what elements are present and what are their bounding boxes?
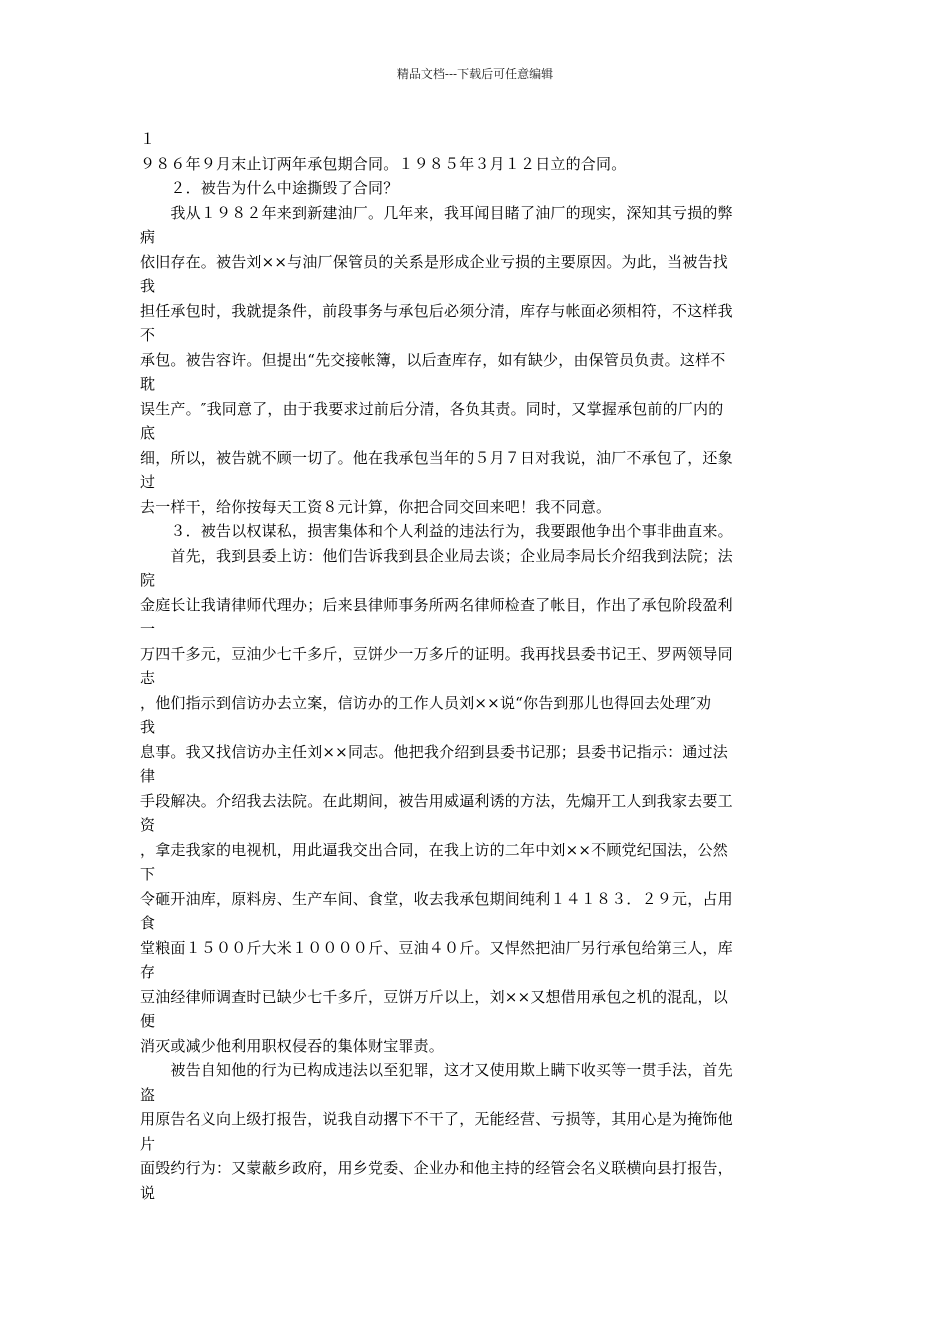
text-line: 令砸开油库，原料房、生产车间、食堂，收去我承包期间纯利１４１８３．２９元，占用 — [140, 889, 733, 908]
text-line: 担任承包时，我就提条件，前段事务与承包后必须分清，库存与帐面必须相符，不这样我 — [140, 301, 733, 320]
text-line: 资 — [140, 816, 156, 834]
text-line: 我从１９８２年来到新建油厂。几年来，我耳闻目睹了油厂的现实，深知其亏损的弊 — [140, 203, 733, 222]
text-line: 不 — [140, 326, 156, 344]
text-line: 被告自知他的行为已构成违法以至犯罪，这才又使用欺上瞒下收买等一贯手法，首先 — [140, 1061, 733, 1079]
text-line: 息事。我又找信访办主任刘××同志。他把我介绍到县委书记那；县委书记指示：通过法 — [140, 742, 728, 761]
text-line: 片 — [140, 1134, 156, 1153]
text-line: 存 — [140, 963, 156, 981]
text-line: 用原告名义向上级打报告，说我自动撂下不干了，无能经营、亏损等，其用心是为掩饰他 — [140, 1110, 733, 1128]
text-line: 堂粮面１５００斤大米１００００斤、豆油４０斤。又悍然把油厂另行承包给第三人，库 — [140, 938, 733, 957]
text-line: 手段解决。介绍我去法院。在此期间，被告用威逼利诱的方法，先煽开工人到我家去要工 — [140, 791, 733, 810]
text-line: 食 — [140, 914, 156, 932]
text-line: 依旧存在。被告刘××与油厂保管员的关系是形成企业亏损的主要原因。为此，当被告找 — [140, 252, 728, 271]
text-line: 承包。被告容许。但提出“先交接帐簿，以后查库存，如有缺少，由保管员负责。这样不 — [140, 350, 726, 369]
text-line: 院 — [140, 571, 156, 589]
text-line: ９８６年９月末止订两年承包期合同。１９８５年３月１２日立的合同。 — [140, 154, 627, 173]
text-line: １ — [140, 130, 156, 148]
text-line: 金庭长让我请律师代理办；后来县律师事务所两名律师检查了帐目，作出了承包阶段盈利 — [140, 595, 733, 614]
text-line: 耽 — [140, 375, 156, 393]
text-line: 误生产。″我同意了，由于我要求过前后分清，各负其责。同时，又掌握承包前的厂内的 — [140, 399, 724, 418]
text-line: ２．被告为什么中途撕毁了合同？ — [140, 179, 399, 197]
text-line: 豆油经律师调查时已缺少七千多斤，豆饼万斤以上，刘××又想借用承包之机的混乱，以 — [140, 987, 728, 1006]
text-line: 面毁约行为：又蒙蔽乡政府，用乡党委、企业办和他主持的经管会名义联横向县打报告， — [140, 1159, 733, 1177]
text-line: 盗 — [140, 1085, 156, 1104]
text-line: 我 — [140, 277, 156, 295]
text-line: 便 — [140, 1012, 156, 1030]
text-line: 万四千多元，豆油少七千多斤，豆饼少一万多斤的证明。我再找县委书记王、罗两领导同 — [140, 644, 733, 663]
text-line: 去一样干，给你按每天工资８元计算，你把合同交回来吧！我不同意。 — [140, 497, 612, 516]
text-line: 病 — [140, 228, 156, 246]
text-line: 消灭或减少他利用职权侵吞的集体财宝罪责。 — [140, 1036, 445, 1055]
page-header: 精品文档---下载后可任意编辑 — [396, 67, 554, 81]
text-line: 首先，我到县委上访：他们告诉我到县企业局去谈；企业局李局长介绍我到法院；法 — [140, 546, 733, 565]
text-line: 细，所以，被告就不顾一切了。他在我承包当年的５月７日对我说，油厂不承包了，还象 — [140, 448, 733, 467]
document-body — [140, 127, 812, 1205]
text-line: 志 — [140, 669, 156, 687]
text-line: 一 — [140, 620, 156, 638]
text-line: 律 — [140, 767, 156, 785]
text-line: 过 — [140, 473, 156, 491]
text-line: 我 — [140, 718, 156, 736]
text-line: 说 — [140, 1183, 156, 1202]
text-line: ，拿走我家的电视机，用此逼我交出合同，在我上访的二年中刘××不顾党纪国法，公然 — [140, 840, 728, 859]
text-line: ，他们指示到信访办去立案，信访办的工作人员刘××说“你告到那儿也得回去处理″劝 — [140, 693, 712, 712]
text-line: 下 — [140, 865, 156, 883]
text-line: 底 — [140, 424, 156, 442]
text-line: ３．被告以权谋私，损害集体和个人利益的违法行为，我要跟他争出个事非曲直来。 — [140, 522, 733, 540]
